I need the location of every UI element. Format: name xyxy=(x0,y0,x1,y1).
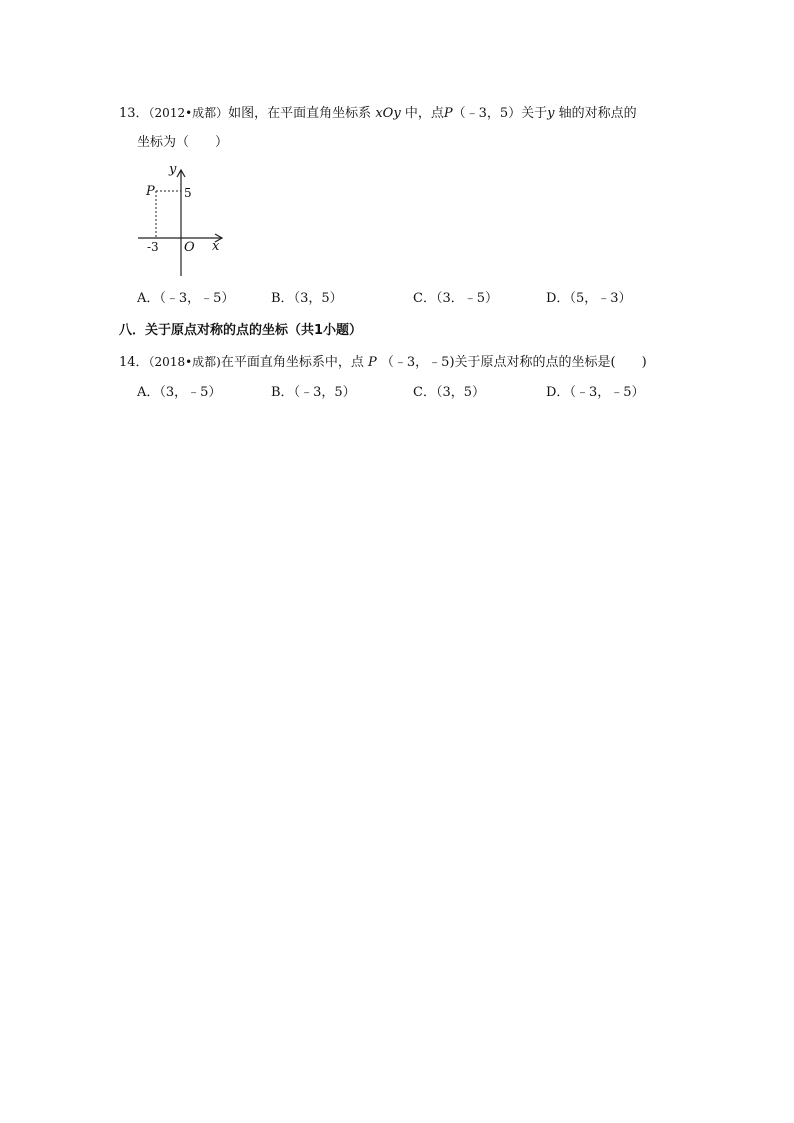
label-5: 5 xyxy=(184,186,192,200)
option-value: （﹣3，﹣5） xyxy=(159,291,235,306)
option-letter: B． xyxy=(271,385,294,400)
option-value: （3，5） xyxy=(435,385,485,400)
question-text: 中，点 xyxy=(404,106,444,121)
option-letter: C． xyxy=(413,291,436,306)
label-x: x xyxy=(212,239,220,254)
option-letter: D． xyxy=(546,385,570,400)
question-text: （﹣3，5）关于 xyxy=(452,106,548,121)
question-source: （2018•成都) xyxy=(148,355,221,369)
math-var-p: P xyxy=(368,355,377,370)
question-14-line-1 xyxy=(119,353,647,372)
option-c[interactable] xyxy=(413,384,485,402)
option-d[interactable] xyxy=(546,290,631,308)
option-value: （5，﹣3） xyxy=(569,291,632,306)
option-a[interactable] xyxy=(137,384,221,402)
math-var-xoy: xOy xyxy=(375,106,401,121)
option-b[interactable] xyxy=(271,290,343,308)
option-letter: B． xyxy=(271,291,294,306)
option-value: （3，5） xyxy=(293,291,343,306)
option-letter: C． xyxy=(413,385,436,400)
label-y: y xyxy=(169,162,177,177)
coordinate-figure xyxy=(130,158,230,282)
option-value: （﹣3，﹣5） xyxy=(569,385,645,400)
option-letter: A． xyxy=(137,291,160,306)
option-letter: D． xyxy=(546,291,570,306)
question-number: 14． xyxy=(119,355,149,370)
option-value: （﹣3，5） xyxy=(293,385,356,400)
question-text: 在平面直角坐标系中，点 xyxy=(220,355,364,370)
option-value: （3，﹣5） xyxy=(159,385,222,400)
math-var-y: y xyxy=(547,106,555,121)
option-value: （3．﹣5） xyxy=(435,291,498,306)
label-origin: O xyxy=(184,240,195,255)
question-13-line-1 xyxy=(119,104,637,123)
label-neg3: -3 xyxy=(147,240,159,254)
question-text: 如图，在平面直角坐标系 xyxy=(228,106,372,121)
option-c[interactable] xyxy=(413,290,498,308)
option-d[interactable] xyxy=(546,384,644,402)
question-text: 轴的对称点的 xyxy=(558,106,637,121)
option-b[interactable] xyxy=(271,384,356,402)
option-a[interactable] xyxy=(137,290,234,308)
option-letter: A． xyxy=(137,385,160,400)
section-heading: 八．关于原点对称的点的坐标（共1小题） xyxy=(119,323,363,338)
label-p: P xyxy=(146,184,155,199)
question-source: （2012•成都） xyxy=(148,106,229,120)
math-var-p: P xyxy=(443,106,453,121)
question-number: 13． xyxy=(119,106,149,121)
question-text: （﹣3，﹣5)关于原点对称的点的坐标是( ) xyxy=(380,355,647,370)
question-13-line-2: 坐标为（ ） xyxy=(137,135,229,150)
